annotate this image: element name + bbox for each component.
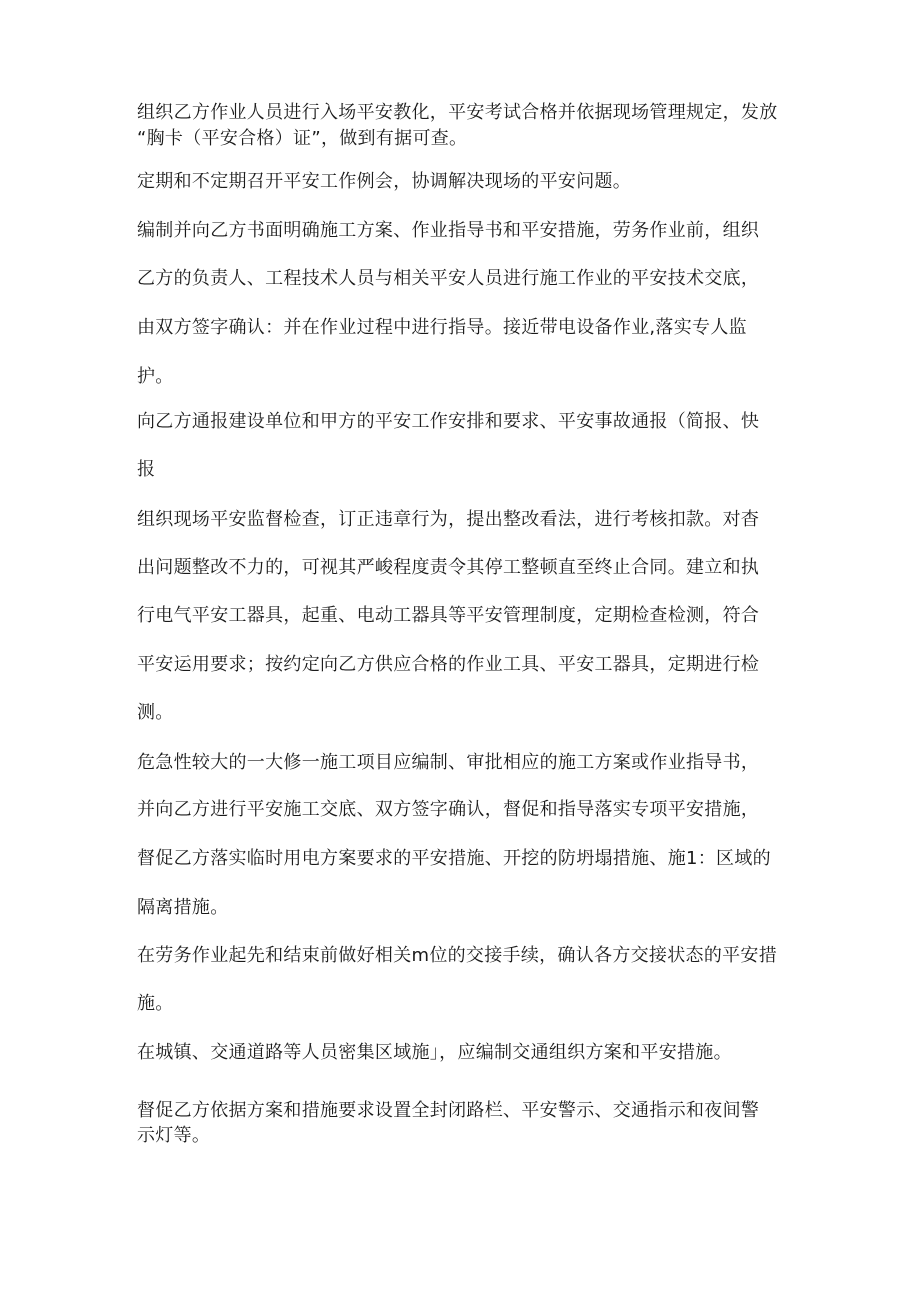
text-line: 组织乙方作业人员进行入场平安教化，平安考试合格并依据现场管理规定，发放 <box>137 102 778 123</box>
text-line: 施。 <box>137 993 174 1014</box>
text-line: 定期和不定期召开平安工作例会，协调解决现场的平安问题。 <box>137 171 632 192</box>
text-line: 平安运用要求；按约定向乙方供应合格的作业工具、平安工器具，定期进行检 <box>137 654 760 675</box>
text-line: 编制并向乙方书面明确施工方案、作业指导书和平安措施，劳务作业前，组织 <box>137 220 760 241</box>
text-line: 督促乙方落实临时用电方案要求的平安措施、开挖的防坍塌措施、施1：区域的 <box>137 848 771 869</box>
text-line: 出问题整改不力的，可视其严峻程度责令其停工整顿直至终止合同。建立和执 <box>137 557 760 578</box>
text-line: 乙方的负责人、工程技术人员与相关平安人员进行施工作业的平安技术交底， <box>137 268 760 289</box>
text-line: 在劳务作业起先和结束前做好相关m位的交接手续，确认各方交接状态的平安措 <box>137 945 778 966</box>
text-line: 向乙方通报建设单位和甲方的平安工作安排和要求、平安事故通报（简报、快 <box>137 411 760 432</box>
text-line: 在城镇、交通道路等人员密集区域施」，应编制交通组织方案和平安措施。 <box>137 1042 732 1063</box>
text-line: 行电气平安工器具，起重、电动工器具等平安管理制度，定期检查检测，符合 <box>137 605 760 626</box>
text-line: “胸卡（平安合格）证”，做到有据可查。 <box>137 128 468 149</box>
text-line: 危急性较大的一大修一施工项目应编制、审批相应的施工方案或作业指导书， <box>137 752 760 773</box>
text-line: 报 <box>137 459 156 480</box>
text-line: 示灯等。 <box>137 1125 211 1146</box>
text-line: 督促乙方依据方案和措施要求设置全封闭路栏、平安警示、交通指示和夜间警 <box>137 1100 760 1121</box>
text-line: 组织现场平安监督检查，订正违章行为，提出整改看法，进行考核扣款。对杳 <box>137 509 760 530</box>
text-line: 测。 <box>137 702 174 723</box>
text-line: 由双方签字确认：并在作业过程中进行指导。接近带电设备作业,落实专人监 <box>137 317 747 338</box>
text-line: 护。 <box>137 366 174 387</box>
text-line: 隔离措施。 <box>137 897 229 918</box>
text-line: 并向乙方进行平安施工交底、双方签字确认，督促和指导落实专项平安措施， <box>137 799 760 820</box>
